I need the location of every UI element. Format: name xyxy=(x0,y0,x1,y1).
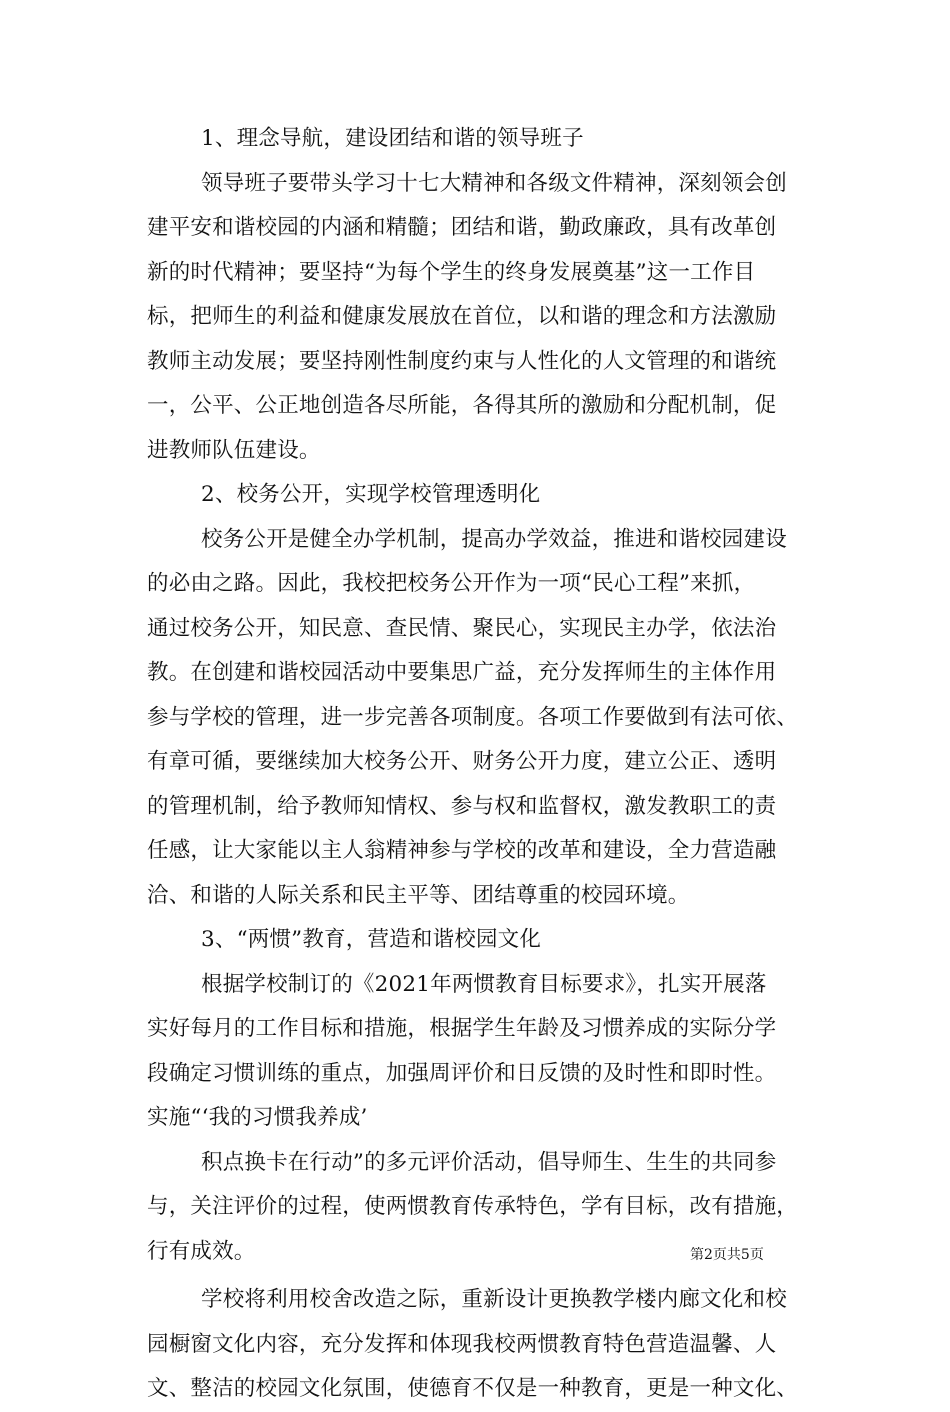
section-heading-1: 1、理念导航，建设团结和谐的领导班子 xyxy=(201,126,584,151)
paragraph-line: 标，把师生的利益和健康发展放在首位，以和谐的理念和方法激励 xyxy=(147,304,777,329)
paragraph-line: 洽、和谐的人际关系和民主平等、团结尊重的校园环境。 xyxy=(147,882,690,908)
paragraph-line: 学校将利用校舍改造之际，重新设计更换教学楼内廊文化和校 xyxy=(201,1287,787,1312)
paragraph-line: 根据学校制订的《2021年两惯教育目标要求》，扎实开展落 xyxy=(201,971,767,997)
paragraph-line: 进教师队伍建设。 xyxy=(147,437,321,463)
paragraph-line: 的必由之路。因此，我校把校务公开作为一项“民心工程”来抓， xyxy=(147,571,756,596)
paragraph-line: 园橱窗文化内容，充分发挥和体现我校两惯教育特色营造温馨、人 xyxy=(147,1331,777,1357)
paragraph-line: 通过校务公开，知民意、查民情、聚民心，实现民主办学，依法治 xyxy=(147,615,777,641)
paragraph-line: 有章可循，要继续加大校务公开、财务公开力度，建立公正、透明 xyxy=(147,749,777,774)
section-heading-3: 3、“两惯”教育，营造和谐校园文化 xyxy=(201,927,542,952)
paragraph-line: 实施“‘我的习惯我养成’ xyxy=(147,1105,368,1130)
paragraph-line: 行有成效。 xyxy=(147,1238,256,1264)
document-body xyxy=(147,117,812,1412)
section-heading-2: 2、校务公开，实现学校管理透明化 xyxy=(201,482,541,507)
paragraph-line: 积点换卡在行动”的多元评价活动，倡导师生、生生的共同参 xyxy=(201,1149,777,1175)
paragraph-line: 实好每月的工作目标和措施，根据学生年龄及习惯养成的实际分学 xyxy=(147,1016,777,1041)
paragraph-line: 教。在创建和谐校园活动中要集思广益，充分发挥师生的主体作用 xyxy=(147,660,777,685)
paragraph-line: 教师主动发展；要坚持刚性制度约束与人性化的人文管理的和谐统 xyxy=(147,348,777,374)
paragraph-line: 参与学校的管理，进一步完善各项制度。各项工作要做到有法可依、 xyxy=(147,704,799,730)
page-number-footer: 第2页共5页 xyxy=(690,1247,764,1263)
paragraph-line: 一，公平、公正地创造各尽所能，各得其所的激励和分配机制，促 xyxy=(147,393,777,418)
paragraph-line: 任感，让大家能以主人翁精神参与学校的改革和建设，全力营造融 xyxy=(147,838,777,863)
paragraph-line: 建平安和谐校园的内涵和精髓；团结和谐，勤政廉政，具有改革创 xyxy=(147,215,777,240)
paragraph-line: 校务公开是健全办学机制，提高办学效益，推进和谐校园建设 xyxy=(201,526,787,552)
paragraph-line: 的管理机制，给予教师知情权、参与权和监督权，激发教职工的责 xyxy=(147,793,777,819)
paragraph-line: 领导班子要带头学习十七大精神和各级文件精神，深刻领会创 xyxy=(201,170,787,196)
paragraph-line: 新的时代精神；要坚持“为每个学生的终身发展奠基”这一工作目 xyxy=(147,259,756,285)
paragraph-line: 与，关注评价的过程，使两惯教育传承特色，学有目标，改有措施， xyxy=(147,1194,799,1219)
paragraph-line: 段确定习惯训练的重点，加强周评价和日反馈的及时性和即时性。 xyxy=(147,1060,777,1086)
paragraph-line: 文、整洁的校园文化氛围，使德育不仅是一种教育，更是一种文化、 xyxy=(147,1376,799,1401)
